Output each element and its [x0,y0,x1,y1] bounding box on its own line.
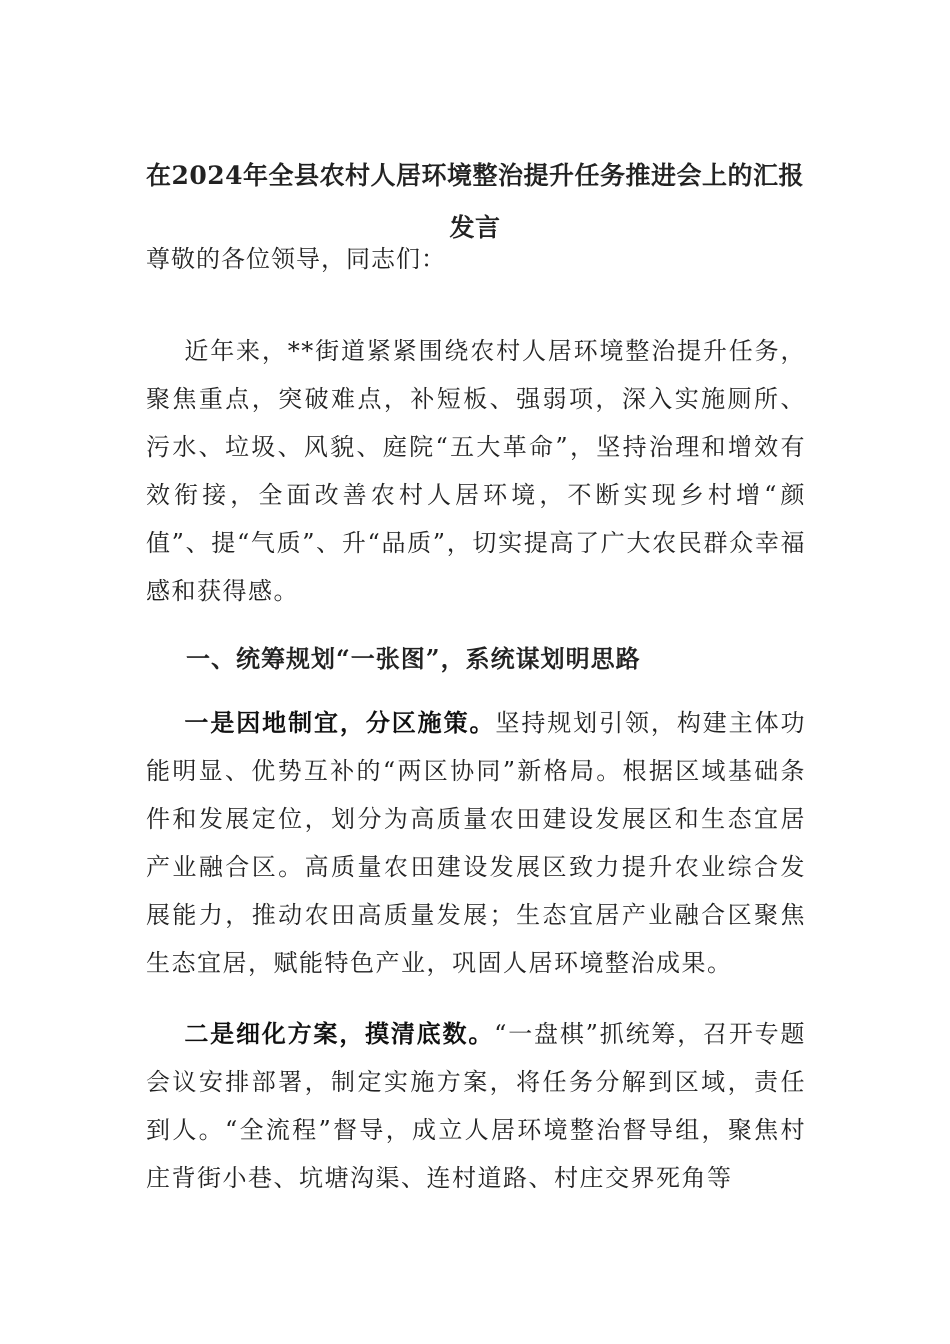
title-line-1: 在2024年全县农村人居环境整治提升任务推进会上的汇报 [145,161,805,190]
intro-text: 近年来，**街道紧紧围绕农村人居环境整治提升任务，聚焦重点，突破难点，补短板、强弱项，深入实施厕所、污水、垃圾、风貌、庭院“五大革命”，坚持治理和增效有效衔接，全面改善农村人居环境，不断实现乡村增“颜值”、提“气质”、升“品质”，切实提高了广大农民群众幸福感和获得感。 [146,337,806,605]
section-heading-1: 一、统筹规划“一张图”，系统谋划明思路 [186,644,641,673]
title-line-2: 发言 [449,213,501,242]
section1-item1-paragraph [146,699,806,987]
document-title [120,150,830,254]
section1-item2-paragraph [146,1010,806,1202]
salutation: 尊敬的各位领导，同志们： [146,245,446,273]
intro-paragraph [146,327,806,615]
item1-lead: 一是因地制宜，分区施策。 [184,708,496,737]
item2-body: “一盘棋”抓统筹，召开专题会议安排部署，制定实施方案，将任务分解到区域，责任到人。“全流程”督导，成立人居环境整治督导组，聚焦村庄背街小巷、坑塘沟渠、连村道路、村庄交界死角等 [146,1020,806,1192]
item1-body: 坚持规划引领，构建主体功能明显、优势互补的“两区协同”新格局。根据区域基础条件和发展定位，划分为高质量农田建设发展区和生态宜居产业融合区。高质量农田建设发展区致力提升农业综合发展能力，推动农田高质量发展；生态宜居产业融合区聚焦生态宜居，赋能特色产业，巩固人居环境整治成果。 [146,709,807,977]
item2-lead: 二是细化方案，摸清底数。 [184,1019,495,1048]
